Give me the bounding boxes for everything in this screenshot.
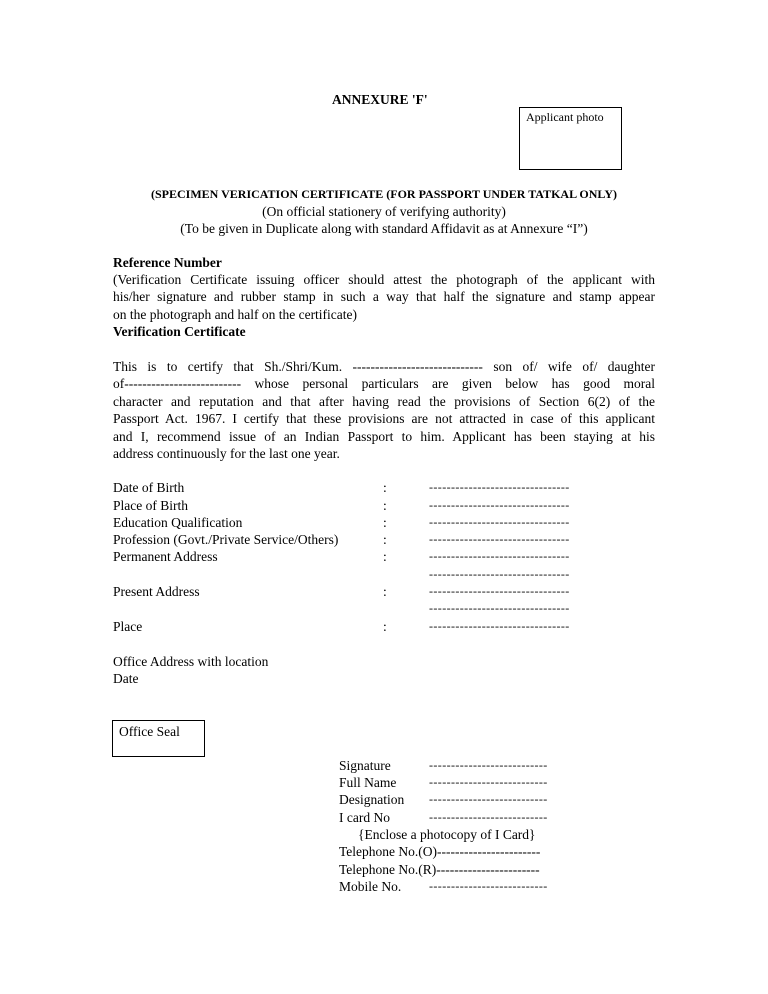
- field-colon: :: [383, 532, 387, 547]
- telephone-office-line: Telephone No.(O)-----------------------: [339, 844, 541, 859]
- certify-line: character and reputation and that after having read the provisions of Section 6(2) of the: [113, 393, 655, 409]
- instruction-line: on the photograph and half on the certificate): [113, 306, 358, 322]
- permanent-address-label: Permanent Address: [113, 549, 218, 564]
- full-name-blank: ---------------------------: [429, 775, 548, 789]
- place-label: Place: [113, 619, 143, 634]
- profession-blank: --------------------------------: [429, 532, 570, 546]
- field-colon: :: [383, 584, 387, 599]
- office-seal-box: [112, 720, 205, 757]
- field-colon: :: [383, 515, 387, 530]
- certify-line: address continuously for the last one year.: [113, 446, 340, 462]
- specimen-title: (SPECIMEN VERICATION CERTIFICATE (FOR PASSPORT UNDER TATKAL ONLY): [150, 187, 617, 201]
- field-colon: :: [383, 480, 387, 495]
- office-address-label: Office Address with location: [113, 654, 269, 669]
- instruction-paragraph: [113, 271, 655, 323]
- applicant-photo-label: Applicant photo: [526, 110, 604, 124]
- office-seal-label: Office Seal: [119, 724, 180, 739]
- present-address-blank-2: --------------------------------: [429, 601, 570, 615]
- permanent-address-blank-2: --------------------------------: [429, 567, 570, 581]
- profession-label: Profession (Govt./Private Service/Others): [113, 532, 339, 547]
- telephone-residence-line: Telephone No.(R)-----------------------: [339, 862, 540, 877]
- date-of-birth-label: Date of Birth: [113, 480, 185, 495]
- designation-blank: ---------------------------: [429, 792, 548, 806]
- full-name-label: Full Name: [339, 775, 397, 790]
- date-label: Date: [113, 671, 139, 686]
- education-label: Education Qualification: [113, 515, 243, 530]
- date-of-birth-blank: --------------------------------: [429, 480, 570, 494]
- place-of-birth-label: Place of Birth: [113, 498, 188, 513]
- certify-line: This is to certify that Sh./Shri/Kum. ----------------------------- son of/ wife of/ daughter: [113, 359, 655, 374]
- reference-number-heading: Reference Number: [113, 255, 222, 270]
- annexure-title: ANNEXURE 'F': [332, 92, 428, 107]
- place-blank: --------------------------------: [429, 619, 570, 633]
- icard-no-blank: ---------------------------: [429, 810, 548, 824]
- enclose-icard-note: {Enclose a photocopy of I Card}: [358, 827, 536, 842]
- designation-label: Designation: [339, 792, 405, 807]
- permanent-address-blank: --------------------------------: [429, 549, 570, 563]
- certify-line: Passport Act. 1967. I certify that these provisions are not attracted in case of this applicant: [113, 411, 655, 427]
- field-colon: :: [383, 498, 387, 513]
- certify-paragraph: [113, 358, 655, 462]
- subtitle-duplicate: (To be given in Duplicate along with standard Affidavit as at Annexure “I”): [180, 221, 588, 236]
- applicant-photo-box: [519, 107, 622, 170]
- present-address-blank: --------------------------------: [429, 584, 570, 598]
- field-colon: :: [383, 549, 387, 564]
- certify-line: and I, recommend issue of an Indian Passport to him. Applicant has been staying at his: [113, 428, 655, 444]
- place-of-birth-blank: --------------------------------: [429, 498, 570, 512]
- subtitle-stationery: (On official stationery of verifying authority): [262, 204, 506, 219]
- icard-no-label: I card No: [339, 810, 390, 825]
- present-address-label: Present Address: [113, 584, 200, 599]
- mobile-no-label: Mobile No.: [339, 879, 402, 894]
- signature-label: Signature: [339, 758, 391, 773]
- mobile-no-blank: ---------------------------: [429, 879, 548, 893]
- education-blank: --------------------------------: [429, 515, 570, 529]
- verification-heading: Verification Certificate: [113, 324, 246, 339]
- certify-line: of-------------------------- whose personal particulars are given below has good moral: [113, 376, 655, 392]
- signature-blank: ---------------------------: [429, 758, 548, 772]
- field-colon: :: [383, 619, 387, 634]
- instruction-line: (Verification Certificate issuing officer should attest the photograph of the applicant with: [113, 272, 655, 287]
- instruction-line: his/her signature and rubber stamp in such a way that half the signature and stamp appear: [113, 289, 655, 305]
